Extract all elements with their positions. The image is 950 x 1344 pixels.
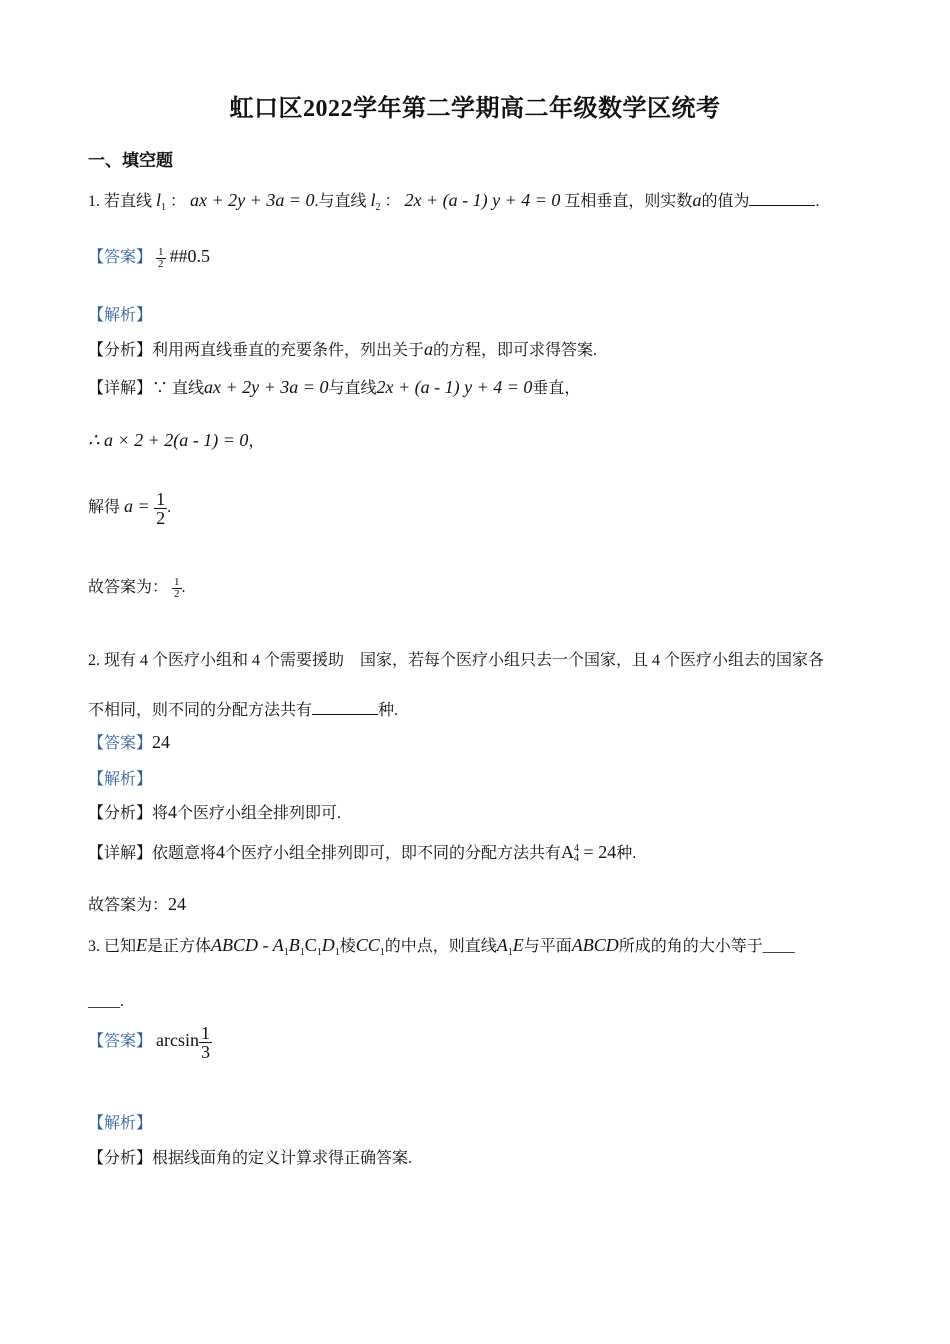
page-title: 虹口区2022学年第二学期高二年级数学区统考 <box>229 96 721 122</box>
q1-colon: ： <box>170 193 187 210</box>
answer-blank <box>749 191 815 206</box>
fenxi-tag: 【分析】 <box>88 342 153 359</box>
detail-because: ∵ 直线 <box>152 380 205 397</box>
detail-n: 4 <box>216 842 226 862</box>
q1-final <box>88 574 186 600</box>
fenxi-text: 根据线面角的定义计算求得正确答案. <box>152 1150 413 1167</box>
q3-s2: 1 <box>299 947 305 958</box>
question-1 <box>88 188 819 213</box>
fenxi-var: a <box>424 339 434 359</box>
question-2-line2 <box>88 697 398 720</box>
fenxi-t1: 将 <box>152 805 169 822</box>
step-end: ， <box>248 433 265 450</box>
fenxi-n: 4 <box>168 802 178 822</box>
q1-l2-sub: 2 <box>375 202 381 213</box>
q3-a1e-sub: 1 <box>507 947 513 958</box>
q3-C: C <box>304 935 317 955</box>
q1-var: a <box>692 190 702 210</box>
fraction <box>156 247 166 270</box>
q1-tail2: 的值为 <box>701 193 750 210</box>
arcsin-fn: arcsin <box>156 1030 199 1051</box>
detail-mid: 与直线 <box>328 380 377 397</box>
q1-fenxi <box>88 337 597 360</box>
q3-t1: 是正方体 <box>147 938 212 955</box>
q1-end: . <box>815 193 820 210</box>
answer-blank <box>312 700 378 715</box>
detail-tag: 【详解】 <box>88 380 153 397</box>
permutation-sup: 4 <box>574 843 580 855</box>
q3-a1e-E: E <box>512 935 524 955</box>
question-3-line1 <box>88 933 795 958</box>
permutation-eq: = 24 <box>579 842 617 862</box>
q1-detail <box>88 375 580 398</box>
q3-E: E <box>136 935 148 955</box>
fraction <box>154 490 167 527</box>
q3-fenxi <box>88 1145 412 1168</box>
jiexi-tag: 【解析】 <box>88 307 153 324</box>
q2-final <box>88 892 186 915</box>
solve-lhs: a = <box>124 496 155 517</box>
detail-t3: 种. <box>616 845 637 862</box>
q3-t2: 棱 <box>339 938 356 955</box>
fenxi-text2: 的方程，即可求得答案. <box>433 342 598 359</box>
answer-alt: ##0.5 <box>169 246 211 266</box>
section-heading: 一、填空题 <box>88 151 173 170</box>
solve-lead: 解得 <box>88 499 121 517</box>
question-3-line2: ____. <box>88 993 124 1010</box>
q1-mid: .与直线 <box>314 193 367 210</box>
permutation-A: A <box>561 842 575 862</box>
permutation-sub: 4 <box>574 853 580 865</box>
q1-answer <box>88 244 210 270</box>
q1-step <box>88 428 264 451</box>
q3-s4: 1 <box>334 947 340 958</box>
q2-detail <box>88 840 636 864</box>
q2-line2a: 不相同，则不同的分配方法共有 <box>88 702 313 719</box>
q3-t4: 与平面 <box>523 938 572 955</box>
q3-answer <box>88 1024 212 1061</box>
fraction <box>199 1024 212 1061</box>
solve-end: . <box>167 499 172 517</box>
fraction-denominator: 2 <box>174 587 180 600</box>
fraction-denominator: 3 <box>201 1042 210 1062</box>
q2-answer <box>88 730 170 753</box>
jiexi-tag: 【解析】 <box>88 771 153 788</box>
q1-l1-sub: 1 <box>161 202 167 213</box>
q1-tail1: 互相垂直，则实数 <box>564 193 693 210</box>
answer-tag: 【答案】 <box>88 249 153 266</box>
answer-tag: 【答案】 <box>88 1033 153 1051</box>
answer-tag: 【答案】 <box>88 735 153 752</box>
fenxi-t2: 个医疗小组全排列即可. <box>177 805 342 822</box>
answer-value: 24 <box>152 732 171 752</box>
detail-tail: 垂直， <box>532 380 581 397</box>
q3-plane: ABCD <box>571 935 619 955</box>
detail-eq2: 2x + (a - 1) y + 4 = 0 <box>376 377 533 397</box>
jiexi-tag: 【解析】 <box>88 1115 153 1132</box>
detail-t2: 个医疗小组全排列即可，即不同的分配方法共有 <box>225 845 562 862</box>
fenxi-text1: 利用两直线垂直的充要条件，列出关于 <box>152 342 425 359</box>
q3-s3: 1 <box>316 947 322 958</box>
q1-l1: l <box>156 190 162 210</box>
final-end: . <box>181 579 186 596</box>
final-lead: 故答案为： <box>88 897 169 914</box>
q3-a1e: A <box>496 935 508 955</box>
fraction-numerator: 1 <box>156 489 166 509</box>
q2-line2b: 种. <box>378 702 399 719</box>
question-2-line1: 2. 现有 4 个医疗小组和 4 个需要援助 国家，若每个医疗小组只去一个国家，且 4 个医疗小组去的国家各 <box>88 652 825 669</box>
fraction-numerator: 1 <box>174 575 180 588</box>
q3-cube: ABCD - A <box>211 935 284 955</box>
detail-t1: 依题意将 <box>152 845 217 862</box>
q3-t3: 的中点，则直线 <box>384 938 497 955</box>
detail-tag: 【详解】 <box>88 845 153 862</box>
q1-solve <box>88 490 171 527</box>
q3-s1: 1 <box>283 947 289 958</box>
q3-B: B <box>288 935 300 955</box>
q3-cc: CC <box>355 935 380 955</box>
fraction <box>172 577 182 600</box>
q1-eq1: ax + 2y + 3a = 0 <box>190 190 315 210</box>
fraction-numerator: 1 <box>158 245 164 258</box>
q1-l2: l <box>370 190 376 210</box>
q1-eq2: 2x + (a - 1) y + 4 = 0 <box>404 190 561 210</box>
q3-D: D <box>321 935 335 955</box>
q1-colon-2: ： <box>384 193 401 210</box>
fraction-numerator: 1 <box>201 1023 210 1043</box>
q3-cc-sub: 1 <box>379 947 385 958</box>
fraction-denominator: 2 <box>156 508 166 528</box>
fenxi-tag: 【分析】 <box>88 1150 153 1167</box>
detail-eq1: ax + 2y + 3a = 0 <box>204 377 329 397</box>
final-value: 24 <box>168 894 187 914</box>
fenxi-tag: 【分析】 <box>88 805 153 822</box>
q1-lead: 1. 若直线 <box>88 193 153 210</box>
final-lead: 故答案为： <box>88 579 169 596</box>
q3-lead: 3. 已知 <box>88 938 137 955</box>
q3-t5: 所成的角的大小等于____ <box>618 938 795 955</box>
step-equation: ∴ a × 2 + 2(a - 1) = 0 <box>88 430 249 450</box>
q2-fenxi <box>88 800 341 823</box>
fraction-denominator: 2 <box>158 257 164 270</box>
